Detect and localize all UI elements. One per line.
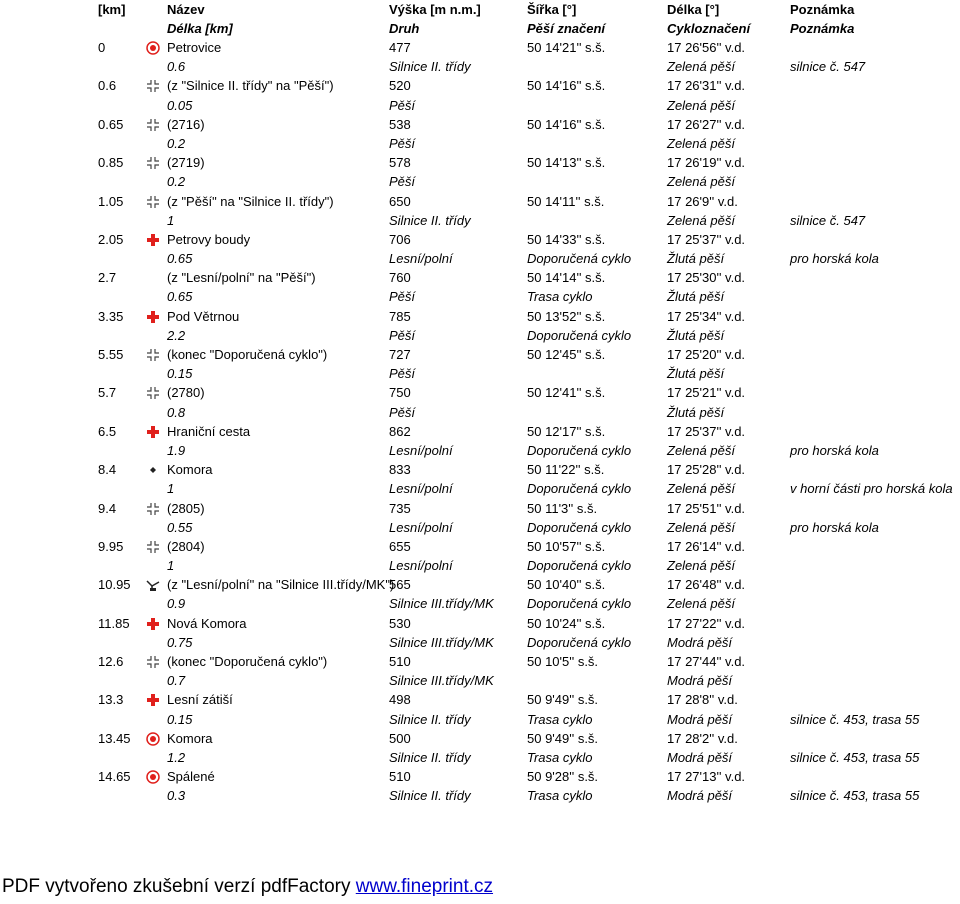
segment-kind: Silnice II. třídy: [389, 711, 471, 727]
waypoint-row: [0, 690, 960, 709]
segment-length: 0.6: [167, 59, 186, 75]
segment-row: [0, 710, 960, 729]
waypoint-longitude: 17 26'9'' v.d.: [667, 193, 738, 209]
waypoint-name: Hraniční cesta: [167, 423, 251, 439]
segment-walk-marking: Doporučená cyklo: [527, 251, 632, 267]
footer: [2, 876, 493, 898]
waypoint-elevation: 706: [389, 231, 411, 247]
waypoint-latitude: 50 11'22'' s.š.: [527, 462, 605, 478]
waypoint-name: (konec "Doporučená cyklo"): [167, 654, 328, 669]
waypoint-latitude: 50 13'52'' s.š.: [527, 308, 606, 324]
waypoint-km: 12.6: [98, 654, 124, 669]
waypoint-longitude: 17 26'19'' v.d.: [667, 155, 746, 171]
fork-icon: [146, 578, 160, 592]
waypoint-row: [0, 422, 960, 441]
waypoint-latitude: 50 14'16'' s.š.: [527, 78, 606, 94]
junction-icon: [146, 348, 160, 362]
col-cycle-header: Cykloznačení: [667, 21, 751, 36]
segment-walk-marking: Doporučená cyklo: [527, 558, 632, 574]
segment-cycle-marking: Zelená pěší: [667, 135, 735, 151]
waypoint-longitude: 17 26'48'' v.d.: [667, 577, 746, 593]
segment-note: silnice č. 547: [790, 59, 866, 75]
segment-walk-marking: Doporučená cyklo: [527, 327, 632, 343]
waypoint-elevation: 530: [389, 615, 411, 631]
segment-length: 0.8: [167, 404, 186, 420]
segment-walk-marking: Trasa cyklo: [527, 788, 593, 804]
waypoint-latitude: 50 12'17'' s.š.: [527, 423, 606, 439]
waypoint-elevation: 785: [389, 308, 411, 324]
waypoint-name: (2805): [167, 500, 205, 516]
waypoint-name: (2719): [167, 155, 205, 171]
waypoint-km: 10.95: [98, 577, 131, 593]
segment-row: [0, 211, 960, 230]
segment-length: 1.9: [167, 442, 186, 458]
segment-note: pro horská kola: [790, 251, 879, 267]
segment-walk-marking: Doporučená cyklo: [527, 596, 632, 612]
segment-length: 0.9: [167, 596, 186, 612]
subheader-row: [0, 19, 960, 38]
cross-icon: [146, 233, 160, 247]
segment-note: pro horská kola: [790, 519, 879, 535]
waypoint-km: 0.85: [98, 155, 124, 171]
waypoint-km: 2.7: [98, 270, 117, 286]
waypoint-name: (z "Silnice II. třídy" na "Pěší"): [167, 78, 334, 94]
waypoint-row: [0, 460, 960, 479]
segment-cycle-marking: Modrá pěší: [667, 673, 733, 689]
waypoint-longitude: 17 25'34'' v.d.: [667, 308, 746, 324]
col-note-header: Poznámka: [790, 2, 855, 17]
segment-cycle-marking: Žlutá pěší: [667, 251, 725, 267]
waypoint-latitude: 50 10'57'' s.š.: [527, 538, 606, 554]
segment-note: pro horská kola: [790, 442, 879, 458]
waypoint-row: [0, 230, 960, 249]
waypoint-km: 1.05: [98, 193, 124, 209]
segment-kind: Silnice II. třídy: [389, 749, 471, 765]
waypoint-latitude: 50 11'3'' s.š.: [527, 500, 598, 516]
segment-length: 0.15: [167, 711, 193, 727]
waypoint-name: (konec "Doporučená cyklo"): [167, 347, 328, 362]
waypoint-name: Spálené: [167, 769, 215, 785]
waypoint-km: 3.35: [98, 308, 124, 324]
waypoint-km: 11.85: [98, 615, 130, 631]
header-row: [0, 0, 960, 19]
waypoint-km: 13.45: [98, 730, 131, 746]
col-km-header: [km]: [98, 2, 126, 17]
segment-walk-marking: Doporučená cyklo: [527, 634, 632, 650]
waypoint-km: 13.3: [98, 692, 124, 708]
waypoint-longitude: 17 26'27'' v.d.: [667, 116, 746, 132]
segment-length: 0.2: [167, 135, 186, 151]
segment-kind: Pěší: [389, 135, 416, 151]
segment-length: 0.15: [167, 366, 193, 382]
segment-kind: Silnice II. třídy: [389, 212, 471, 228]
waypoint-km: 14.65: [98, 769, 131, 785]
segment-cycle-marking: Zelená pěší: [667, 97, 735, 113]
segment-kind: Silnice III.třídy/MK: [389, 634, 494, 650]
segment-kind: Pěší: [389, 404, 416, 420]
waypoint-elevation: 500: [389, 730, 411, 746]
waypoint-latitude: 50 12'45'' s.š.: [527, 347, 606, 362]
segment-row: [0, 556, 960, 575]
junction-icon: [146, 502, 160, 516]
waypoint-latitude: 50 14'11'' s.š.: [527, 193, 605, 209]
segment-row: [0, 748, 960, 767]
waypoint-row: [0, 115, 960, 134]
junction-icon: [146, 386, 160, 400]
waypoint-name: (z "Pěší" na "Silnice II. třídy"): [167, 193, 334, 209]
waypoint-km: 9.95: [98, 538, 124, 554]
waypoint-elevation: 833: [389, 462, 411, 478]
waypoint-latitude: 50 9'49'' s.š.: [527, 692, 599, 708]
waypoint-longitude: 17 27'22'' v.d.: [667, 615, 746, 631]
waypoint-name: Petrovy boudy: [167, 231, 251, 247]
segment-kind: Lesní/polní: [389, 481, 453, 497]
waypoint-row: [0, 38, 960, 57]
waypoint-name: Komora: [167, 730, 213, 746]
waypoint-latitude: 50 14'13'' s.š.: [527, 155, 606, 171]
segment-kind: Silnice II. třídy: [389, 788, 471, 804]
segment-note: v horní části pro horská kola: [790, 481, 953, 497]
waypoint-longitude: 17 27'44'' v.d.: [667, 654, 746, 669]
segment-walk-marking: Trasa cyklo: [527, 289, 593, 305]
waypoint-longitude: 17 26'14'' v.d.: [667, 538, 746, 554]
waypoint-longitude: 17 25'37'' v.d.: [667, 231, 746, 247]
waypoint-longitude: 17 25'37'' v.d.: [667, 423, 746, 439]
cross-icon: [146, 310, 160, 324]
waypoint-km: 5.7: [98, 385, 117, 401]
waypoint-name: Lesní zátiší: [167, 692, 233, 708]
waypoint-longitude: 17 27'13'' v.d.: [667, 769, 746, 785]
col-len-header: Délka [km]: [167, 21, 233, 36]
waypoint-elevation: 510: [389, 769, 411, 785]
waypoint-row: [0, 76, 960, 95]
junction-icon: [146, 655, 160, 669]
waypoint-row: [0, 345, 960, 364]
waypoint-elevation: 650: [389, 193, 411, 209]
waypoint-latitude: 50 10'40'' s.š.: [527, 577, 606, 593]
segment-length: 0.75: [167, 634, 193, 650]
segment-cycle-marking: Modrá pěší: [667, 788, 733, 804]
waypoint-longitude: 17 25'20'' v.d.: [667, 347, 746, 362]
waypoint-latitude: 50 14'33'' s.š.: [527, 231, 606, 247]
segment-cycle-marking: Zelená pěší: [667, 212, 735, 228]
waypoint-row: [0, 652, 960, 671]
segment-length: 1: [167, 481, 175, 497]
segment-row: [0, 518, 960, 537]
waypoint-name: Komora: [167, 462, 213, 478]
segment-row: [0, 633, 960, 652]
target-icon: [146, 41, 160, 55]
cross-icon: [146, 617, 160, 631]
segment-kind: Lesní/polní: [389, 251, 453, 267]
waypoint-elevation: 727: [389, 347, 411, 362]
waypoint-latitude: 50 9'49'' s.š.: [527, 730, 599, 746]
segment-length: 0.3: [167, 788, 186, 804]
footer-text: PDF vytvořeno zkušební verzí pdfFactory: [2, 876, 356, 897]
segment-walk-marking: Doporučená cyklo: [527, 481, 632, 497]
segment-length: 1: [167, 212, 175, 228]
waypoint-row: [0, 383, 960, 402]
waypoint-name: Pod Větrnou: [167, 308, 240, 324]
segment-kind: Pěší: [389, 289, 416, 305]
segment-kind: Pěší: [389, 327, 416, 343]
waypoint-latitude: 50 14'14'' s.š.: [527, 270, 606, 286]
waypoint-name: (2716): [167, 116, 205, 132]
footer-link[interactable]: www.fineprint.cz: [355, 876, 494, 897]
segment-note: silnice č. 453, trasa 55: [790, 749, 920, 765]
waypoint-row: [0, 575, 960, 594]
target-icon: [146, 732, 160, 746]
col-lon-header: Délka [°]: [667, 2, 720, 17]
waypoint-name: (z "Lesní/polní" na "Pěší"): [167, 270, 316, 286]
waypoint-latitude: 50 10'5'' s.š.: [527, 654, 599, 669]
waypoint-elevation: 477: [389, 40, 411, 55]
col-lat-header: Šířka [°]: [527, 2, 577, 17]
waypoint-elevation: 520: [389, 78, 411, 94]
waypoint-longitude: 17 25'28'' v.d.: [667, 462, 746, 478]
junction-icon: [146, 540, 160, 554]
segment-length: 2.2: [167, 327, 186, 343]
waypoint-elevation: 862: [389, 423, 411, 439]
junction-icon: [146, 79, 160, 93]
waypoint-km: 2.05: [98, 231, 124, 247]
waypoint-row: [0, 153, 960, 172]
segment-kind: Pěší: [389, 366, 416, 382]
segment-cycle-marking: Zelená pěší: [667, 59, 735, 75]
segment-length: 0.2: [167, 174, 186, 190]
waypoint-elevation: 735: [389, 500, 411, 516]
segment-cycle-marking: Zelená pěší: [667, 558, 735, 574]
segment-kind: Lesní/polní: [389, 442, 453, 458]
col-elev-header: Výška [m n.m.]: [389, 2, 481, 17]
waypoint-name: (2780): [167, 385, 205, 401]
waypoint-elevation: 655: [389, 538, 411, 554]
segment-walk-marking: Trasa cyklo: [527, 711, 593, 727]
waypoint-row: [0, 307, 960, 326]
segment-row: [0, 594, 960, 613]
waypoint-km: 5.55: [98, 347, 124, 362]
waypoint-latitude: 50 14'16'' s.š.: [527, 116, 606, 132]
segment-kind: Silnice III.třídy/MK: [389, 596, 494, 612]
waypoint-longitude: 17 25'21'' v.d.: [667, 385, 746, 401]
segment-row: [0, 786, 960, 805]
waypoint-row: [0, 614, 960, 633]
junction-icon: [146, 118, 160, 132]
segment-walk-marking: Doporučená cyklo: [527, 519, 632, 535]
waypoint-longitude: 17 28'8'' v.d.: [667, 692, 738, 708]
waypoint-row: [0, 729, 960, 748]
waypoint-km: 0: [98, 40, 106, 55]
segment-cycle-marking: Modrá pěší: [667, 634, 733, 650]
segment-cycle-marking: Zelená pěší: [667, 442, 735, 458]
segment-cycle-marking: Žlutá pěší: [667, 327, 725, 343]
waypoint-longitude: 17 26'31'' v.d.: [667, 78, 746, 94]
segment-cycle-marking: Žlutá pěší: [667, 289, 725, 305]
waypoint-name: Petrovice: [167, 40, 222, 55]
waypoint-name: (2804): [167, 538, 205, 554]
col-name-header: Název: [167, 2, 205, 17]
segment-cycle-marking: Zelená pěší: [667, 481, 735, 497]
waypoint-longitude: 17 25'30'' v.d.: [667, 270, 746, 286]
segment-row: [0, 326, 960, 345]
segment-cycle-marking: Modrá pěší: [667, 749, 733, 765]
segment-row: [0, 441, 960, 460]
waypoint-elevation: 565: [389, 577, 411, 593]
segment-cycle-marking: Zelená pěší: [667, 174, 735, 190]
waypoint-longitude: 17 25'51'' v.d.: [667, 500, 746, 516]
waypoint-row: [0, 192, 960, 211]
segment-row: [0, 403, 960, 422]
diamond-icon: [146, 463, 160, 477]
waypoint-elevation: 510: [389, 654, 411, 669]
waypoint-longitude: 17 26'56'' v.d.: [667, 40, 746, 55]
waypoint-elevation: 578: [389, 155, 411, 171]
col-walk-header: Pěší značení: [527, 21, 606, 36]
segment-cycle-marking: Modrá pěší: [667, 711, 733, 727]
waypoint-km: 0.65: [98, 116, 124, 132]
segment-row: [0, 671, 960, 690]
segment-walk-marking: Doporučená cyklo: [527, 442, 632, 458]
waypoint-latitude: 50 9'28'' s.š.: [527, 769, 599, 785]
segment-length: 0.05: [167, 97, 193, 113]
segment-kind: Lesní/polní: [389, 519, 453, 535]
col-subnote-header: Poznámka: [790, 21, 855, 36]
segment-length: 1.2: [167, 749, 186, 765]
segment-note: silnice č. 453, trasa 55: [790, 788, 920, 804]
segment-cycle-marking: Zelená pěší: [667, 519, 735, 535]
waypoint-row: [0, 537, 960, 556]
segment-cycle-marking: Žlutá pěší: [667, 404, 725, 420]
waypoint-row: [0, 499, 960, 518]
segment-note: silnice č. 547: [790, 212, 866, 228]
waypoint-elevation: 750: [389, 385, 411, 401]
segment-row: [0, 287, 960, 306]
waypoint-longitude: 17 28'2'' v.d.: [667, 730, 738, 746]
waypoint-km: 6.5: [98, 423, 117, 439]
segment-walk-marking: Trasa cyklo: [527, 749, 593, 765]
segment-note: silnice č. 453, trasa 55: [790, 711, 920, 727]
waypoint-elevation: 538: [389, 116, 411, 132]
segment-kind: Silnice II. třídy: [389, 59, 471, 75]
segment-kind: Silnice III.třídy/MK: [389, 673, 494, 689]
waypoint-latitude: 50 12'41'' s.š.: [527, 385, 606, 401]
waypoint-name: (z "Lesní/polní" na "Silnice III.třídy/MK"): [167, 577, 395, 593]
waypoint-latitude: 50 14'21'' s.š.: [527, 40, 606, 55]
segment-row: [0, 57, 960, 76]
waypoint-km: 8.4: [98, 462, 117, 478]
segment-row: [0, 134, 960, 153]
junction-icon: [146, 156, 160, 170]
table-body: [0, 38, 960, 806]
segment-kind: Pěší: [389, 174, 416, 190]
segment-cycle-marking: Zelená pěší: [667, 596, 735, 612]
waypoint-row: [0, 767, 960, 786]
segment-length: 0.65: [167, 251, 193, 267]
junction-icon: [146, 195, 160, 209]
segment-kind: Lesní/polní: [389, 558, 453, 574]
segment-length: 0.7: [167, 673, 186, 689]
segment-length: 0.65: [167, 289, 193, 305]
segment-row: [0, 364, 960, 383]
segment-length: 1: [167, 558, 175, 574]
waypoint-km: 0.6: [98, 78, 117, 94]
segment-row: [0, 479, 960, 498]
segment-length: 0.55: [167, 519, 193, 535]
waypoint-name: Nová Komora: [167, 615, 247, 631]
segment-kind: Pěší: [389, 97, 416, 113]
segment-row: [0, 96, 960, 115]
cross-icon: [146, 425, 160, 439]
waypoint-elevation: 498: [389, 692, 411, 708]
col-kind-header: Druh: [389, 21, 420, 36]
segment-row: [0, 249, 960, 268]
cross-icon: [146, 693, 160, 707]
segment-row: [0, 172, 960, 191]
waypoint-row: [0, 268, 960, 287]
waypoint-km: 9.4: [98, 500, 117, 516]
target-icon: [146, 770, 160, 784]
waypoint-elevation: 760: [389, 270, 411, 286]
waypoint-latitude: 50 10'24'' s.š.: [527, 615, 606, 631]
segment-cycle-marking: Žlutá pěší: [667, 366, 725, 382]
